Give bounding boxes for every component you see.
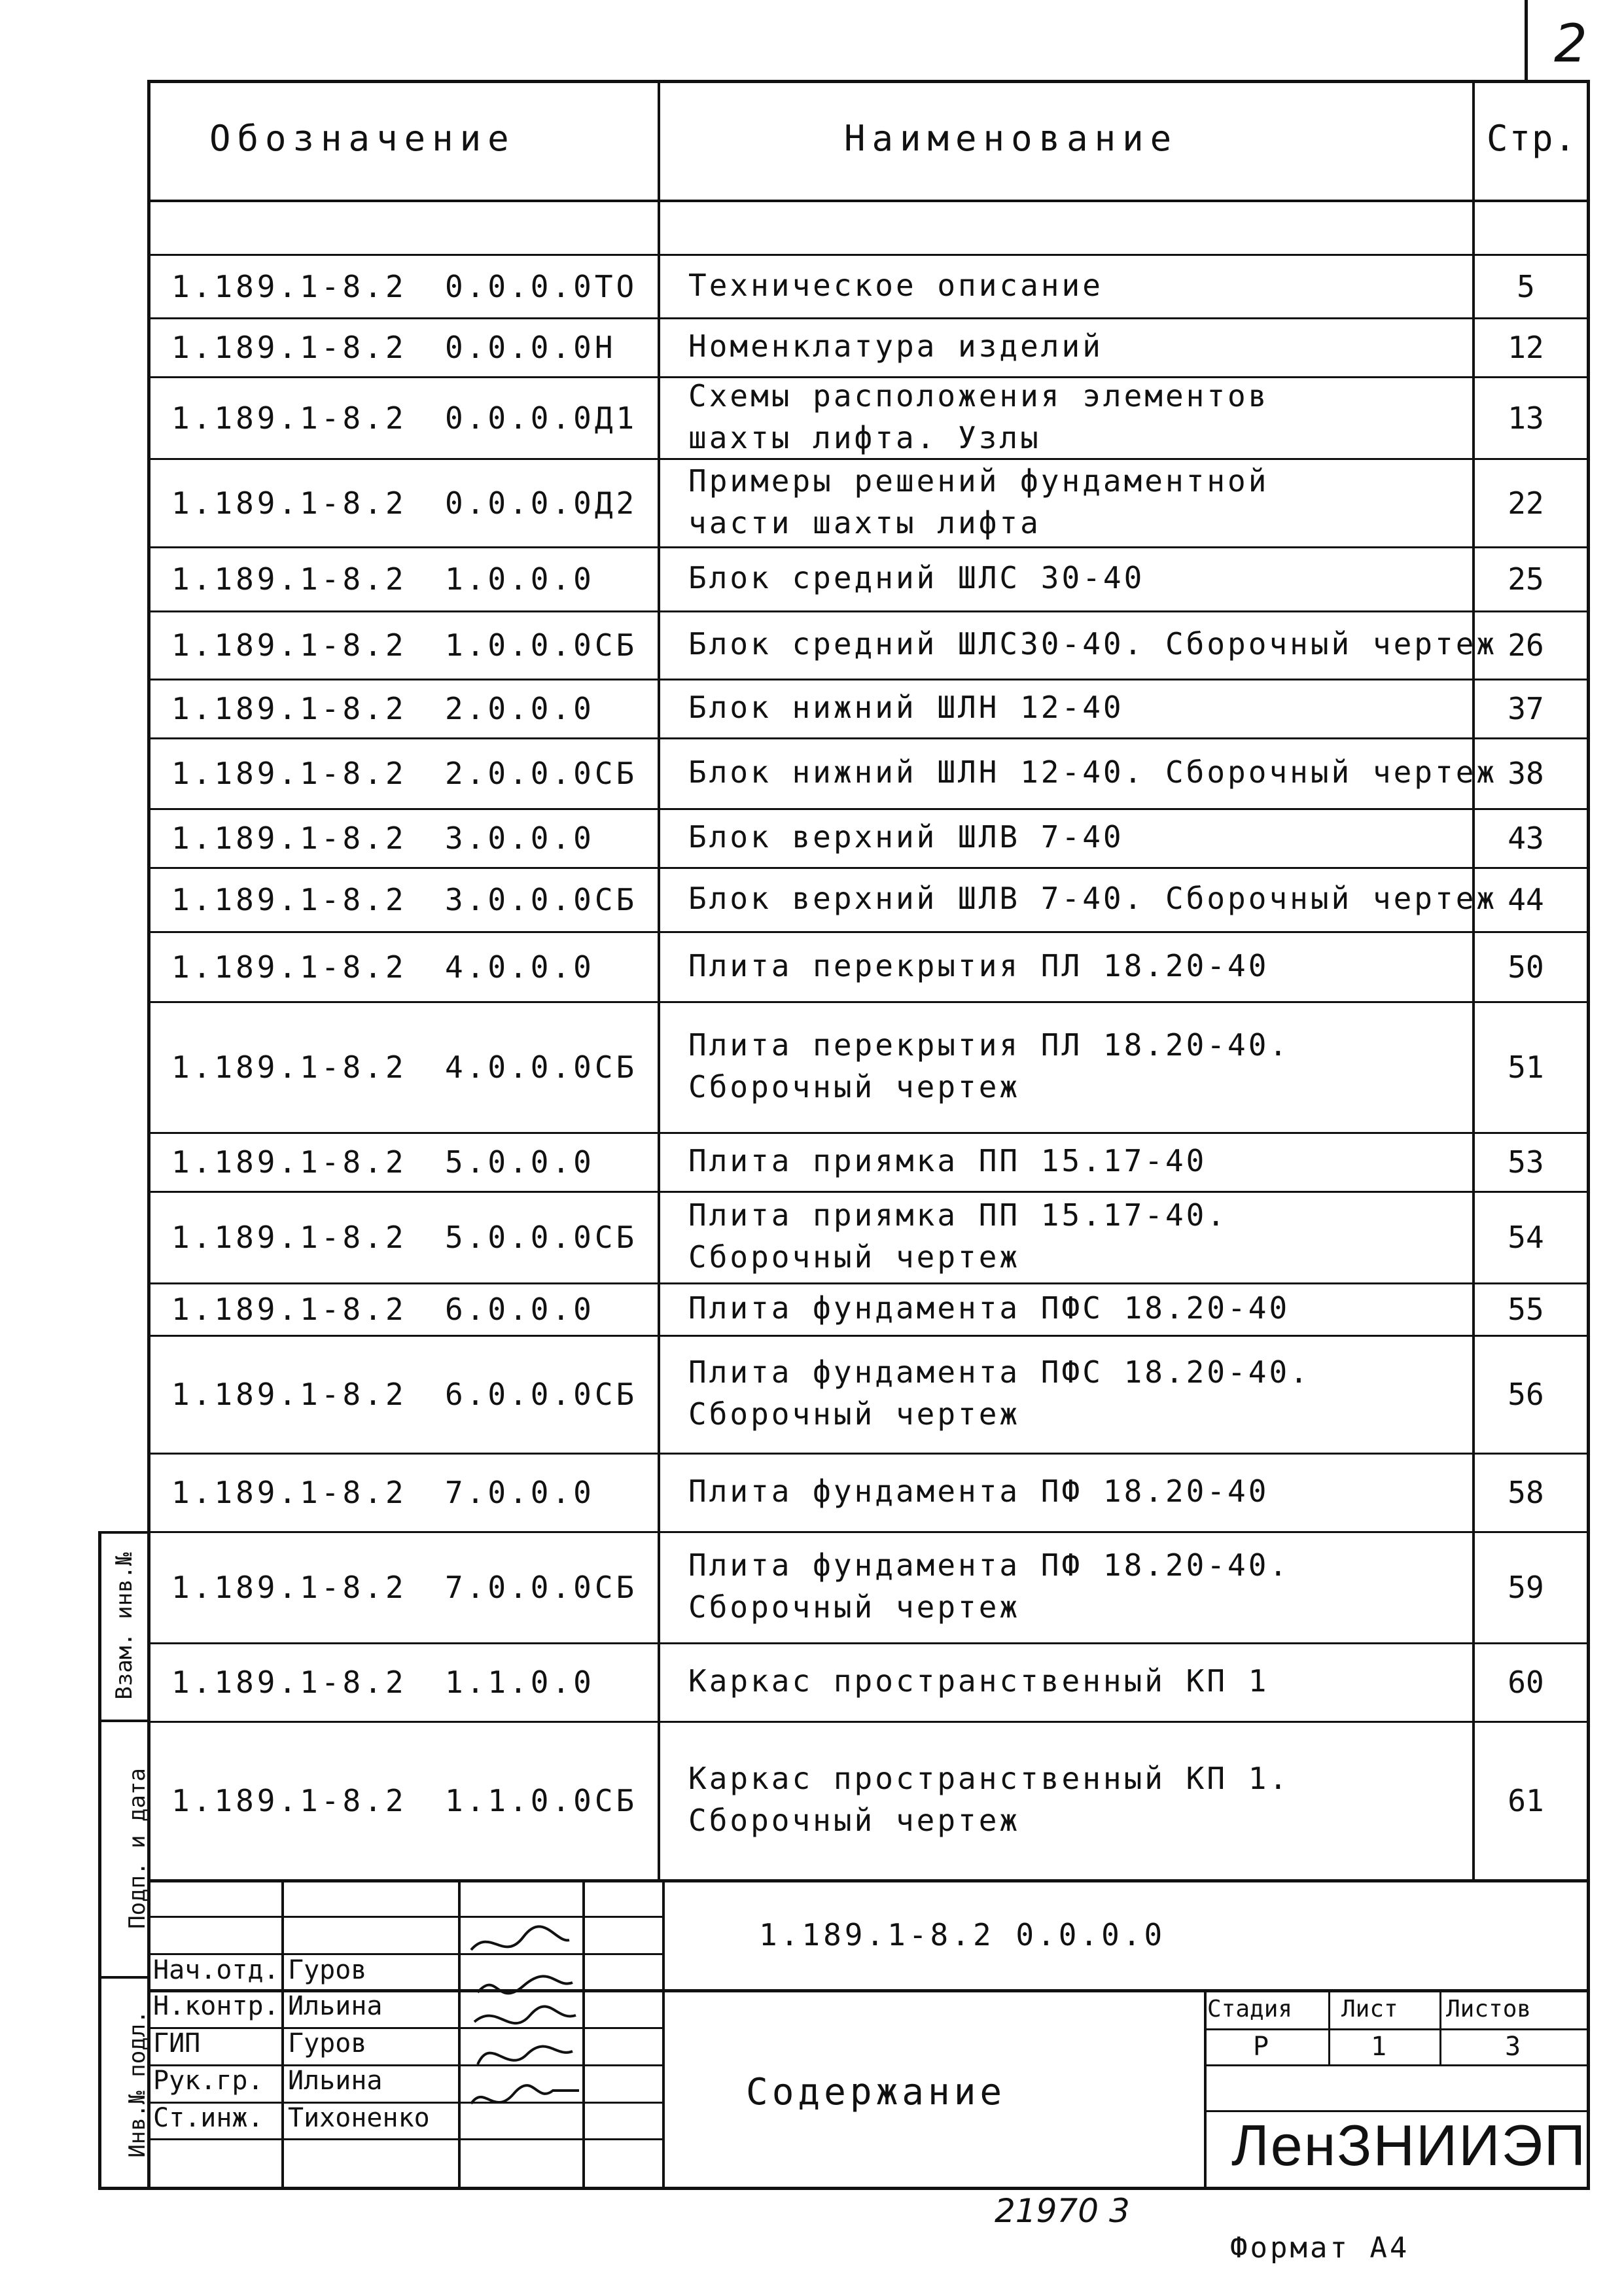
row-code: 1.189.1-8.2	[171, 882, 407, 917]
row-code: 1.189.1-8.2	[171, 400, 407, 436]
stamp-person-name: Ильина	[288, 1991, 383, 2021]
row-name-line: Плита фундамента ПФС 18.20-40.	[688, 1354, 1311, 1390]
stamp-role: Ст.инж.	[153, 2103, 264, 2133]
row-name-line: Блок средний ШЛС 30-40	[688, 560, 1145, 595]
row-code: 1.189.1-8.2	[171, 821, 407, 856]
row-doc-number: 3.0.0.0	[445, 821, 595, 856]
row-name-line: Сборочный чертеж	[688, 1069, 1021, 1104]
row-doc-number: 6.0.0.0	[445, 1292, 595, 1327]
header-page: Стр.	[1487, 118, 1578, 159]
row-doc-number: 7.0.0.0	[445, 1475, 595, 1510]
row-doc-number: 0.0.0.0Н	[445, 330, 616, 365]
row-doc-number: 2.0.0.0	[445, 691, 595, 726]
row-code: 1.189.1-8.2	[171, 1783, 407, 1818]
stamp-person-name: Ильина	[288, 2066, 383, 2096]
row-name-line: Плита приямка ПП 15.17-40.	[688, 1197, 1228, 1233]
row-name-line: Сборочный чертеж	[688, 1239, 1021, 1275]
header-designation: Обозначение	[209, 118, 516, 159]
sheets-label: Листов	[1446, 1996, 1532, 2022]
row-name-line: Блок верхний ШЛВ 7-40	[688, 819, 1124, 855]
row-code: 1.189.1-8.2	[171, 330, 407, 365]
row-name-line: Блок нижний ШЛН 12-40. Сборочный чертеж	[688, 754, 1498, 790]
sheet-value: 1	[1371, 2032, 1387, 2062]
row-code: 1.189.1-8.2	[171, 1144, 407, 1180]
row-name-line: Блок средний ШЛС30-40. Сборочный чертеж	[688, 626, 1498, 662]
sheets-value: 3	[1505, 2032, 1521, 2062]
row-doc-number: 6.0.0.0СБ	[445, 1377, 638, 1412]
row-name-line: Плита приямка ПП 15.17-40	[688, 1143, 1207, 1178]
row-page: 59	[1508, 1570, 1544, 1605]
row-doc-number: 5.0.0.0	[445, 1144, 595, 1180]
row-code: 1.189.1-8.2	[171, 268, 407, 304]
frame-right	[1587, 80, 1590, 2190]
stamp-person-name: Гуров	[288, 2028, 367, 2058]
row-doc-number: 4.0.0.0СБ	[445, 1050, 638, 1085]
row-page: 50	[1508, 949, 1544, 985]
row-page: 58	[1508, 1475, 1544, 1510]
row-name-line: Блок нижний ШЛН 12-40	[688, 690, 1124, 725]
row-page: 13	[1508, 400, 1544, 436]
organization-name: ЛенЗНИИЭП	[1231, 2113, 1587, 2178]
row-doc-number: 1.0.0.0СБ	[445, 627, 638, 663]
stamp-role: Рук.гр.	[153, 2066, 264, 2096]
row-code: 1.189.1-8.2	[171, 949, 407, 985]
row-doc-number: 5.0.0.0СБ	[445, 1220, 638, 1255]
stamp-person-name: Тихоненко	[288, 2103, 430, 2133]
signatures	[458, 1924, 589, 2140]
row-page: 12	[1508, 330, 1544, 365]
row-page: 26	[1508, 627, 1544, 663]
row-code: 1.189.1-8.2	[171, 1377, 407, 1412]
row-name-line: Сборочный чертеж	[688, 1396, 1021, 1432]
row-name-line: Плита фундамента ПФ 18.20-40	[688, 1474, 1269, 1509]
sheet-label: Лист	[1341, 1996, 1398, 2022]
row-doc-number: 0.0.0.0Д1	[445, 400, 638, 436]
row-name-line: Плита фундамента ПФС 18.20-40	[688, 1290, 1290, 1326]
row-doc-number: 7.0.0.0СБ	[445, 1570, 638, 1605]
page-number: 2	[1554, 13, 1587, 74]
row-code: 1.189.1-8.2	[171, 561, 407, 597]
side-label-inv-replace: Взам. инв.№	[111, 1552, 137, 1700]
row-code: 1.189.1-8.2	[171, 1050, 407, 1085]
row-code: 1.189.1-8.2	[171, 485, 407, 521]
row-code: 1.189.1-8.2	[171, 1570, 407, 1605]
row-name-line: Плита перекрытия ПЛ 18.20-40	[688, 947, 1269, 983]
frame-top	[147, 80, 1590, 83]
row-page: 55	[1508, 1292, 1544, 1327]
stamp-role: Н.контр.	[153, 1991, 279, 2021]
row-code: 1.189.1-8.2	[171, 627, 407, 663]
row-page: 54	[1508, 1220, 1544, 1255]
row-page: 61	[1508, 1783, 1544, 1818]
side-label-sign-date: Подп. и дата	[124, 1768, 150, 1929]
row-code: 1.189.1-8.2	[171, 1665, 407, 1700]
row-page: 60	[1508, 1665, 1544, 1700]
row-code: 1.189.1-8.2	[171, 1292, 407, 1327]
row-code: 1.189.1-8.2	[171, 756, 407, 791]
row-page: 37	[1508, 691, 1544, 726]
row-name-line: Каркас пространственный КП 1.	[688, 1761, 1290, 1796]
row-doc-number: 0.0.0.0ТО	[445, 268, 638, 304]
row-name-line: Схемы расположения элементов	[688, 378, 1269, 414]
row-name-line: шахты лифта. Узлы	[688, 419, 1041, 455]
stage-value: Р	[1253, 2032, 1269, 2062]
header-name: Наименование	[844, 118, 1178, 159]
row-name-line: Каркас пространственный КП 1	[688, 1663, 1269, 1699]
row-code: 1.189.1-8.2	[171, 1475, 407, 1510]
row-doc-number: 2.0.0.0СБ	[445, 756, 638, 791]
row-code: 1.189.1-8.2	[171, 691, 407, 726]
row-page: 56	[1508, 1377, 1544, 1412]
row-doc-number: 1.1.0.0СБ	[445, 1783, 638, 1818]
footer-number: 21970 3	[995, 2192, 1130, 2230]
stamp-role: ГИП	[153, 2028, 201, 2058]
stage-label: Стадия	[1207, 1996, 1293, 2022]
row-name-line: Блок верхний ШЛВ 7-40. Сборочный чертеж	[688, 881, 1498, 916]
row-name-line: части шахты лифта	[688, 504, 1041, 540]
row-name-line: Примеры решений фундаментной	[688, 463, 1269, 499]
row-page: 43	[1508, 821, 1544, 856]
row-doc-number: 3.0.0.0СБ	[445, 882, 638, 917]
frame-bottom	[98, 2187, 1590, 2190]
stamp-role: Нач.отд.	[153, 1955, 279, 1985]
row-page: 44	[1508, 882, 1544, 917]
row-page: 51	[1508, 1050, 1544, 1085]
row-page: 22	[1508, 485, 1544, 521]
row-page: 5	[1517, 268, 1535, 304]
stamp-doc-code: 1.189.1-8.2 0.0.0.0	[759, 1917, 1166, 1952]
row-name-line: Плита фундамента ПФ 18.20-40.	[688, 1547, 1290, 1583]
row-doc-number: 0.0.0.0Д2	[445, 485, 638, 521]
row-name-line: Техническое описание	[688, 267, 1103, 303]
footer-format: Формат А4	[1230, 2231, 1410, 2265]
row-doc-number: 4.0.0.0	[445, 949, 595, 985]
row-code: 1.189.1-8.2	[171, 1220, 407, 1255]
row-name-line: Номенклатура изделий	[688, 328, 1103, 364]
side-label-inv-orig: Инв.№ подл.	[124, 2010, 150, 2158]
stamp-title: Содержание	[746, 2071, 1006, 2113]
row-doc-number: 1.1.0.0	[445, 1665, 595, 1700]
row-page: 38	[1508, 756, 1544, 791]
row-name-line: Сборочный чертеж	[688, 1589, 1021, 1625]
row-page: 53	[1508, 1144, 1544, 1180]
row-doc-number: 1.0.0.0	[445, 561, 595, 597]
row-name-line: Плита перекрытия ПЛ 18.20-40.	[688, 1027, 1290, 1063]
row-name-line: Сборочный чертеж	[688, 1803, 1021, 1838]
row-page: 25	[1508, 561, 1544, 597]
stamp-person-name: Гуров	[288, 1955, 367, 1985]
